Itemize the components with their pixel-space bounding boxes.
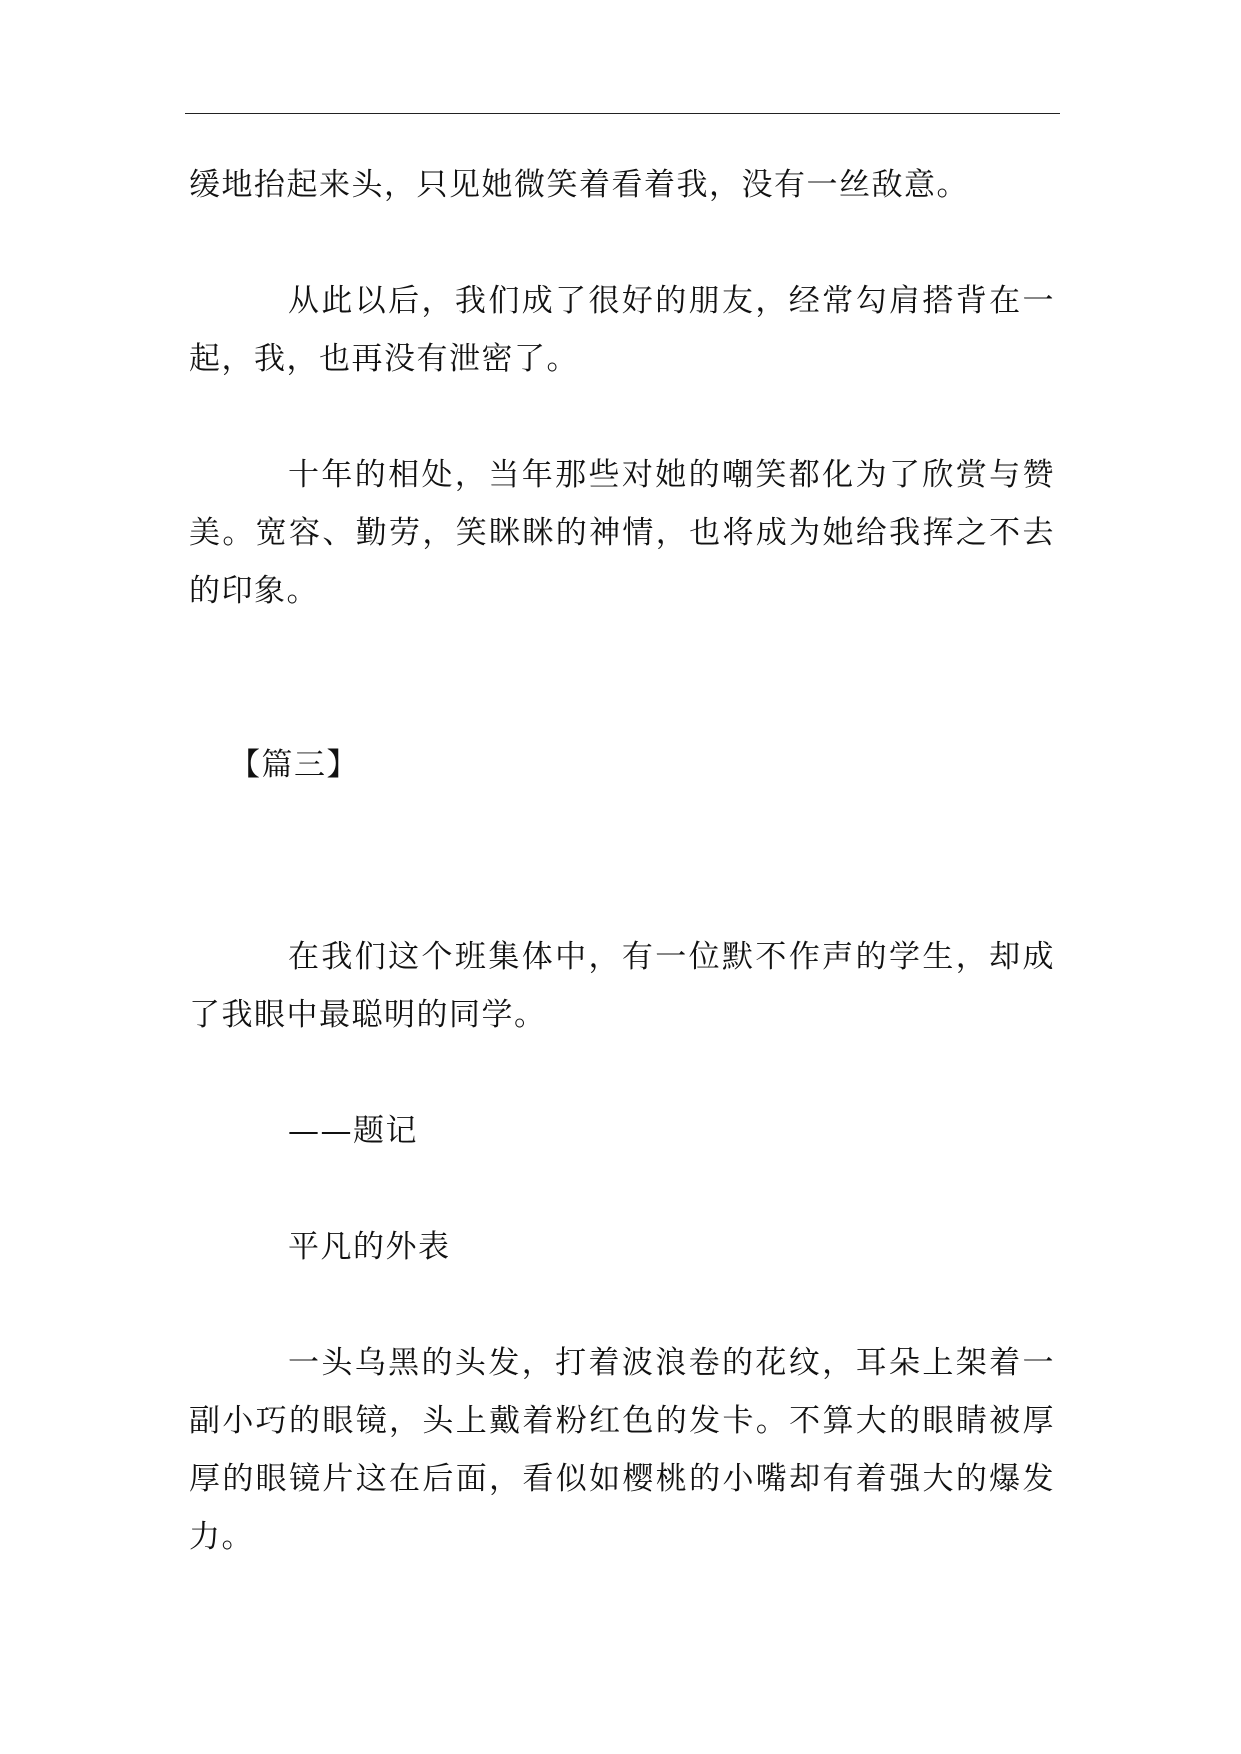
paragraph-gap [189, 1276, 1055, 1334]
paragraph-continuation: 缓地抬起来头，只见她微笑着看着我，没有一丝敌意。 [189, 167, 969, 203]
document-body [189, 156, 1055, 1566]
paragraph-gap [189, 214, 1055, 272]
paragraph-friends: 从此以后，我们成了很好的朋友，经常勾肩搭背在一起，我，也再没有泄密了。 [189, 283, 1055, 377]
paragraph-ten-years: 十年的相处，当年那些对她的嘲笑都化为了欣赏与赞美。宽容、勤劳，笑眯眯的神情，也将成为她给我挥之不去的印象。 [189, 457, 1055, 609]
header-rule [185, 113, 1060, 114]
paragraph-gap [189, 1044, 1055, 1102]
section-heading: 【篇三】 [229, 747, 359, 783]
subheading: 平凡的外表 [288, 1229, 451, 1265]
paragraph-appearance: 一头乌黑的头发，打着波浪卷的花纹，耳朵上架着一副小巧的眼镜，头上戴着粉红色的发卡。不算大的眼睛被厚厚的眼镜片这在后面，看似如樱桃的小嘴却有着强大的爆发力。 [189, 1345, 1055, 1555]
section-gap [189, 620, 1055, 736]
section-gap [189, 794, 1055, 928]
paragraph-gap [189, 388, 1055, 446]
paragraph-intro: 在我们这个班集体中，有一位默不作声的学生，却成了我眼中最聪明的同学。 [189, 939, 1055, 1033]
paragraph-gap [189, 1160, 1055, 1218]
paragraph-epigraph: ——题记 [288, 1113, 418, 1149]
